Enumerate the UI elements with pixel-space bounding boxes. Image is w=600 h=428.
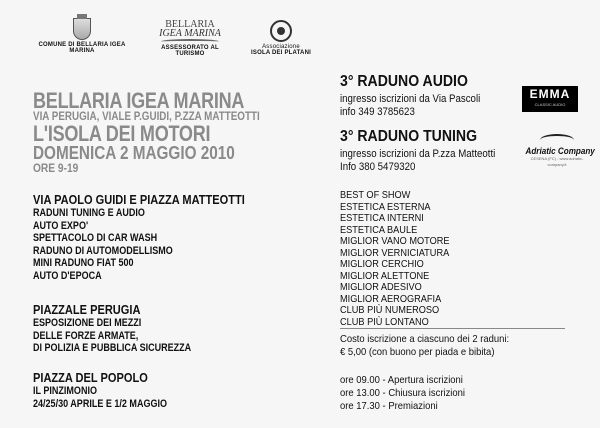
cost-label: Costo iscrizione a ciascuno dei 2 raduni: bbox=[340, 333, 510, 345]
schedule-list bbox=[340, 374, 479, 413]
brand-line1: BELLARIA bbox=[165, 19, 215, 30]
location-block-guidi bbox=[33, 193, 282, 283]
city-title: BELLARIA IGEA MARINA bbox=[33, 88, 245, 113]
award-item: CLUB PIÙ NUMEROSO bbox=[340, 305, 440, 316]
schedule-item: ore 09.00 - Apertura iscrizioni bbox=[340, 374, 463, 386]
award-item: MIGLIOR ALETTONE bbox=[340, 270, 430, 282]
raduno-audio-info: ingresso iscrizioni da Via Pascoli bbox=[340, 93, 481, 105]
location-title: PIAZZA DEL POPOLO bbox=[33, 370, 148, 385]
bellaria-brand-logo bbox=[150, 20, 230, 57]
location-line: ESPOSIZIONE DEI MEZZI bbox=[33, 317, 142, 329]
event-date: DOMENICA 2 MAGGIO 2010 bbox=[33, 143, 235, 163]
comune-logo bbox=[30, 18, 134, 54]
streets-subtitle: VIA PERUGIA, VIALE P.GUIDI, P.ZZA MATTEOTTI bbox=[33, 109, 260, 123]
emma-text: EMMA bbox=[529, 87, 571, 101]
awards-list bbox=[340, 190, 459, 328]
assoc-line1: Associazione bbox=[262, 44, 300, 50]
award-item: MIGLIOR ADESIVO bbox=[340, 282, 422, 293]
location-line: IL PINZIMONIO bbox=[33, 385, 97, 397]
association-icon bbox=[270, 20, 292, 42]
raduno-tuning-info: ingresso iscrizioni da P.zza Matteotti bbox=[340, 148, 496, 160]
schedule-item: ore 17.30 - Premiazioni bbox=[340, 400, 438, 412]
award-item: BEST OF SHOW bbox=[340, 190, 411, 201]
location-title: PIAZZALE PERUGIA bbox=[33, 302, 141, 317]
location-block-popolo bbox=[33, 371, 196, 410]
location-line: RADUNO DI AUTOMODELLISMO bbox=[33, 244, 173, 257]
event-hours: ORE 9-19 bbox=[33, 161, 79, 175]
brand-line2: IGEA MARINA bbox=[159, 28, 221, 39]
raduno-audio-title: 3° RADUNO AUDIO bbox=[340, 73, 468, 90]
location-line: MINI RADUNO FIAT 500 bbox=[33, 257, 134, 270]
wave-icon bbox=[161, 39, 219, 44]
event-name: L'ISOLA DEI MOTORI bbox=[33, 121, 211, 146]
award-item: MIGLIOR VERNICIATURA bbox=[340, 247, 450, 259]
location-line: DELLE FORZE ARMATE, bbox=[33, 329, 139, 342]
schedule-item: ore 13.00 - Chiusura iscrizioni bbox=[340, 387, 466, 399]
award-item: CLUB PIÙ LONTANO bbox=[340, 316, 429, 328]
adriatic-company-logo bbox=[522, 134, 595, 168]
location-line: RADUNI TUNING E AUDIO bbox=[33, 207, 145, 219]
award-item: MIGLIOR AEROGRAFIA bbox=[340, 293, 442, 305]
coat-of-arms-icon bbox=[73, 18, 91, 40]
raduno-tuning-phone: Info 380 5479320 bbox=[340, 161, 416, 173]
adriatic-text: Adriatic Company bbox=[525, 146, 595, 156]
emma-logo bbox=[522, 86, 578, 112]
raduno-tuning-title: 3° RADUNO TUNING bbox=[340, 128, 478, 145]
location-line: AUTO D'EPOCA bbox=[33, 269, 102, 282]
assessorato-caption: ASSESSORATO AL TURISMO bbox=[161, 45, 219, 57]
award-item: MIGLIOR CERCHIO bbox=[340, 259, 424, 270]
location-line: DI POLIZIA E PUBBLICA SICUREZZA bbox=[33, 342, 192, 355]
assoc-line2: ISOLA DEI PLATANI bbox=[251, 50, 311, 56]
adriatic-swoosh-icon bbox=[540, 134, 574, 146]
award-item: ESTETICA ESTERNA bbox=[340, 201, 431, 213]
raduno-audio-phone: info 349 3785623 bbox=[340, 106, 415, 118]
emma-subtext: CLASSIC AUDIO bbox=[534, 102, 566, 107]
location-title: VIA PAOLO GUIDI E PIAZZA MATTEOTTI bbox=[33, 192, 245, 207]
location-line: AUTO EXPO' bbox=[33, 219, 89, 232]
divider bbox=[340, 328, 565, 329]
award-item: ESTETICA INTERNI bbox=[340, 213, 424, 224]
location-line: 24/25/30 APRILE E 1/2 MAGGIO bbox=[33, 397, 168, 410]
award-item: ESTETICA BAULE bbox=[340, 224, 418, 236]
award-item: MIGLIOR VANO MOTORE bbox=[340, 236, 450, 247]
cost-value: € 5,00 (con buono per piada e bibita) bbox=[340, 346, 495, 358]
location-line: SPETTACOLO DI CAR WASH bbox=[33, 232, 158, 245]
location-block-perugia bbox=[33, 303, 226, 355]
isola-platani-logo bbox=[246, 20, 316, 56]
comune-caption: COMUNE DI BELLARIA IGEA MARINA bbox=[38, 42, 126, 54]
adriatic-subtext: CESENA (FC) - www.adriatic-company.it bbox=[530, 156, 584, 167]
